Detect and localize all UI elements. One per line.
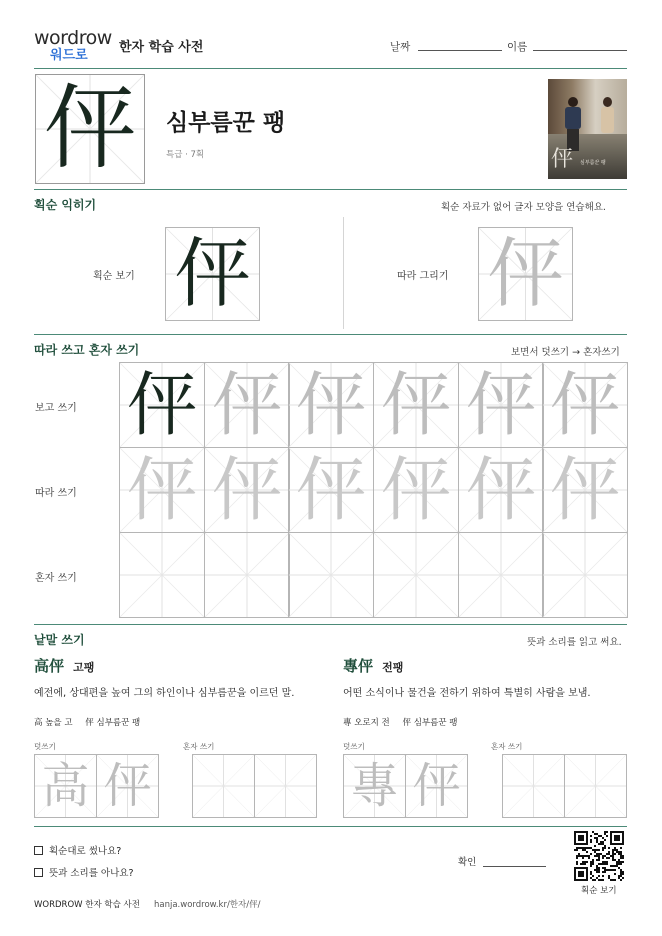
word-reading: 고팽 (73, 661, 95, 674)
word-solo-cell[interactable] (192, 754, 255, 818)
practice-cell[interactable] (119, 362, 205, 448)
guide-diagonals (120, 533, 204, 617)
guide-diagonals (289, 533, 373, 617)
word-solo-cell[interactable] (502, 754, 565, 818)
stroke-view-label: 획순 보기 (93, 271, 135, 282)
qr-code[interactable] (574, 831, 624, 881)
confirm-label: 확인 (458, 857, 477, 868)
cell-character: 伻 (127, 449, 197, 531)
cell-character: 伻 (296, 364, 366, 446)
cell-character: 伻 (550, 364, 620, 446)
gloss-text: 심부름꾼 팽 (413, 718, 458, 728)
qr-label: 획순 보기 (581, 886, 617, 896)
guide-diagonals (255, 755, 316, 817)
stroke-view-box (165, 227, 260, 321)
footer-brand: WORDROW 한자 학습 사전 (34, 900, 140, 910)
date-label: 날짜 (390, 41, 411, 53)
solo-sublabel: 혼자 쓰기 (491, 742, 523, 751)
word-trace-cell[interactable] (343, 754, 406, 818)
cover-image[interactable] (548, 79, 627, 179)
word-definition: 예전에, 상대편을 높여 그의 하인이나 심부름꾼을 이르던 말. (34, 688, 295, 699)
practice-cell[interactable] (373, 447, 459, 533)
words-heading: 낱말 쓰기 (34, 633, 85, 647)
practice-cell[interactable] (119, 532, 205, 618)
cover-person-1-body (565, 107, 581, 129)
check-label: 뜻과 소리를 아나요? (49, 868, 134, 879)
trace-character: 伻 (487, 229, 564, 318)
word-reading: 전팽 (382, 661, 404, 674)
cover-wall (548, 79, 627, 134)
check-label: 획순대로 썼나요? (49, 846, 122, 857)
check-item-stroke[interactable] (34, 843, 121, 857)
logo[interactable] (34, 28, 114, 66)
writing-note: 보면서 덧쓰기 → 혼자쓰기 (511, 347, 620, 358)
practice-cell[interactable] (119, 447, 205, 533)
guide-diagonals (193, 755, 254, 817)
cover-person-2 (603, 97, 612, 107)
cell-character: 專 (350, 758, 399, 814)
qr-code-icon (574, 831, 624, 881)
practice-cell[interactable] (204, 362, 290, 448)
stroke-heading: 획순 익히기 (34, 198, 97, 212)
stroke-note: 획순 자료가 없어 글자 모양을 연습해요. (441, 202, 606, 213)
practice-cell[interactable] (204, 447, 290, 533)
words-note: 뜻과 소리를 읽고 써요. (527, 637, 622, 648)
cover-person-2-body (601, 107, 614, 133)
trace-sublabel: 덧쓰기 (343, 742, 365, 751)
cell-character: 伻 (212, 449, 282, 531)
guide-diagonals (459, 533, 543, 617)
word-item (34, 655, 94, 676)
stroke-view-character: 伻 (174, 229, 251, 318)
meaning-sound: 심부름꾼 팽 (166, 110, 286, 136)
cell-character: 伻 (127, 364, 197, 446)
level-strokes: 특급 · 7획 (166, 150, 205, 160)
solo-sublabel: 혼자 쓰기 (183, 742, 215, 751)
stroke-rule (34, 334, 627, 335)
cover-person-1 (568, 97, 578, 107)
gloss-char: 伻 (402, 718, 411, 728)
row-label-solo: 혼자 쓰기 (35, 573, 77, 584)
cell-character: 伻 (466, 449, 536, 531)
practice-cell[interactable] (204, 532, 290, 618)
practice-cell[interactable] (373, 362, 459, 448)
word-trace-cell[interactable] (34, 754, 97, 818)
practice-cell[interactable] (458, 447, 544, 533)
trace-label: 따라 그리기 (397, 271, 449, 282)
trace-box[interactable] (478, 227, 573, 321)
writing-heading: 따라 쓰고 혼자 쓰기 (34, 343, 140, 357)
main-character: 伻 (43, 75, 136, 182)
guide-diagonals (543, 533, 627, 617)
word-gloss (34, 716, 140, 728)
gloss-char: 高 (34, 718, 43, 728)
cell-character: 伻 (296, 449, 366, 531)
cell-character: 伻 (103, 758, 152, 814)
date-field[interactable] (418, 50, 502, 51)
practice-cell[interactable] (288, 447, 374, 533)
cell-character: 伻 (466, 364, 536, 446)
gloss-text: 오로지 전 (354, 718, 390, 728)
word-hanja: 高伻 (34, 657, 65, 675)
cell-character: 伻 (212, 364, 282, 446)
gloss-char: 伻 (85, 718, 94, 728)
row-label-view: 보고 쓰기 (35, 403, 77, 414)
confirm-field[interactable] (483, 866, 546, 867)
word-item (343, 655, 403, 676)
stroke-divider (343, 217, 344, 329)
gloss-char: 專 (343, 718, 352, 728)
practice-cell[interactable] (542, 447, 628, 533)
practice-cell[interactable] (288, 532, 374, 618)
checkbox[interactable] (34, 868, 43, 877)
practice-cell[interactable] (288, 362, 374, 448)
name-label: 이름 (507, 41, 528, 53)
practice-cell[interactable] (373, 532, 459, 618)
cover-character: 伻 (551, 147, 574, 172)
row-label-trace: 따라 쓰기 (35, 488, 77, 499)
words-rule (34, 826, 627, 827)
word-gloss (343, 716, 457, 728)
check-item-meaning[interactable] (34, 865, 134, 879)
practice-cell[interactable] (542, 362, 628, 448)
guide-diagonals (503, 755, 564, 817)
main-character-box (35, 74, 145, 184)
word-solo-cell[interactable] (564, 754, 627, 818)
top-rule (34, 189, 627, 190)
checkbox[interactable] (34, 846, 43, 855)
gloss-text: 높을 고 (45, 718, 73, 728)
word-definition: 어떤 소식이나 물건을 전하기 위하여 특별히 사람을 보냄. (343, 688, 591, 699)
footer-url[interactable]: hanja.wordrow.kr/한자/伻/ (154, 900, 261, 910)
guide-diagonals (205, 533, 289, 617)
cell-character: 伻 (381, 449, 451, 531)
practice-grid (119, 362, 627, 617)
cell-character: 高 (41, 758, 90, 814)
cell-character: 伻 (381, 364, 451, 446)
word-trace-cell[interactable] (96, 754, 159, 818)
name-field[interactable] (533, 50, 627, 51)
trace-sublabel: 덧쓰기 (34, 742, 56, 751)
gloss-text: 심부름꾼 팽 (96, 718, 141, 728)
practice-cell[interactable] (542, 532, 628, 618)
header-rule (34, 68, 627, 69)
cell-character: 伻 (412, 758, 461, 814)
guide-diagonals (565, 755, 626, 817)
header-title: 한자 학습 사전 (119, 40, 204, 55)
guide-diagonals (374, 533, 458, 617)
cover-title: 심부름꾼 팽 (580, 160, 606, 166)
word-trace-cell[interactable] (405, 754, 468, 818)
word-hanja: 專伻 (343, 657, 374, 675)
writing-rule (34, 624, 627, 625)
logo-korean: 워드로 (50, 48, 88, 63)
cell-character: 伻 (550, 449, 620, 531)
word-solo-cell[interactable] (254, 754, 317, 818)
practice-cell[interactable] (458, 532, 544, 618)
logo-wordrow: wordrow (34, 27, 112, 49)
practice-cell[interactable] (458, 362, 544, 448)
